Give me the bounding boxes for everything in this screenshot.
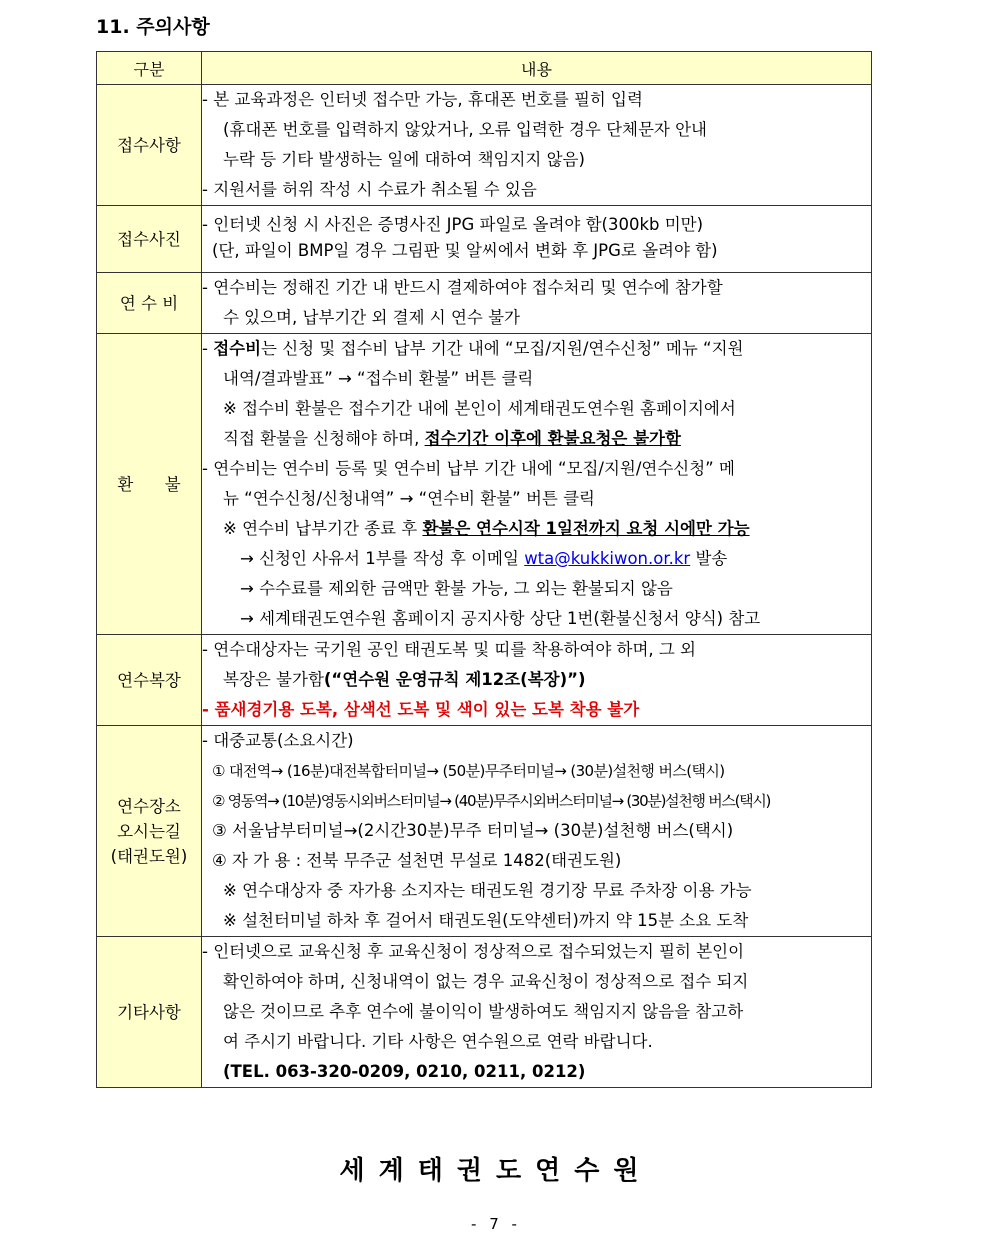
text-line: - 접수비는 신청 및 접수비 납부 기간 내에 “모집/지원/연수신청” 메뉴 “지원 — [202, 339, 744, 358]
text-line: → 수수료를 제외한 금액만 환불 가능, 그 외는 환불되지 않음 — [240, 579, 673, 598]
text-line: 누락 등 기타 발생하는 일에 대하여 책임지지 않음) — [223, 150, 585, 169]
row-uniform — [97, 635, 872, 726]
text-line: - 연수비는 연수비 등록 및 연수비 납부 기간 내에 “모집/지원/연수신청” 메 — [202, 459, 735, 478]
email-link[interactable]: wta@kukkiwon.or.kr — [524, 549, 691, 568]
row-photo — [97, 206, 872, 273]
text-line: (휴대폰 번호를 입력하지 않았거나, 오류 입력한 경우 단체문자 안내 — [223, 120, 707, 139]
route-line: ② 영동역→ (10분)영동시외버스터미널→ (40분)무주시외버스터미널→ (30분)설천행 버스(택시) — [212, 792, 771, 810]
content-refund — [202, 334, 872, 635]
section-title: 11. 주의사항 — [96, 16, 210, 38]
text-line: ※ 연수비 납부기간 종료 후 환불은 연수시작 1일전까지 요청 시에만 가능 — [223, 519, 750, 538]
text-line: - 대중교통(소요시간) — [202, 731, 354, 750]
category-reception: 접수사항 — [97, 85, 202, 206]
row-location — [97, 726, 872, 937]
text-line: - 연수대상자는 국기원 공인 태권도복 및 띠를 착용하여야 하며, 그 외 — [202, 640, 697, 659]
table-header-row — [97, 52, 872, 85]
row-other — [97, 937, 872, 1088]
text-line: - 연수비는 정해진 기간 내 반드시 결제하여야 접수처리 및 연수에 참가할 — [202, 278, 723, 297]
text-line: 복장은 불가함(“연수원 운영규칙 제12조(복장)”) — [223, 670, 586, 689]
content-photo — [202, 206, 872, 273]
underlined-notice: 접수기간 이후에 환불요청은 불가함 — [424, 429, 681, 448]
underlined-notice: 환불은 연수시작 1일전까지 요청 시에만 가능 — [422, 519, 750, 538]
bold-text: 접수비 — [213, 339, 262, 358]
content-fee — [202, 273, 872, 334]
header-category: 구분 — [97, 52, 202, 85]
page-number: - 7 - — [471, 1215, 521, 1233]
text-line: 확인하여야 하며, 신청내역이 없는 경우 교육신청이 정상적으로 접수 되지 — [223, 972, 749, 991]
warning-text: - 품새경기용 도복, 삼색선 도복 및 색이 있는 도복 착용 불가 — [202, 700, 640, 719]
text-line: ※ 연수대상자 중 자가용 소지자는 태권도원 경기장 무료 주차장 이용 가능 — [223, 881, 752, 900]
bold-text: (“연수원 운영규칙 제12조(복장)”) — [323, 670, 586, 689]
category-fee: 연 수 비 — [97, 273, 202, 334]
content-uniform — [202, 635, 872, 726]
text-line: 여 주시기 바랍니다. 기타 사항은 연수원으로 연락 바랍니다. — [223, 1032, 653, 1051]
category-refund: 환 불 — [97, 334, 202, 635]
category-location: 연수장소 오시는길 (태권도원) — [97, 726, 202, 937]
content-other — [202, 937, 872, 1088]
text-line: 직접 환불을 신청해야 하며, 접수기간 이후에 환불요청은 불가함 — [223, 429, 681, 448]
row-reception — [97, 85, 872, 206]
text-line: - 인터넷 신청 시 사진은 증명사진 JPG 파일로 올려야 함(300kb 미만) — [202, 215, 704, 234]
route-line: ① 대전역→ (16분)대전복합터미널→ (50분)무주터미널→ (30분)설천행 버스(택시) — [212, 762, 725, 780]
route-line: ④ 자 가 용 : 전북 무주군 설천면 무설로 1482(태권도원) — [212, 851, 622, 870]
text-line: → 세계태권도연수원 홈페이지 공지사항 상단 1번(환불신청서 양식) 참고 — [240, 609, 761, 628]
text-line: 뉴 “연수신청/신청내역” → “연수비 환불” 버튼 클릭 — [223, 489, 595, 508]
text-line: - 인터넷으로 교육신청 후 교육신청이 정상적으로 접수되었는지 필히 본인이 — [202, 942, 745, 961]
header-content: 내용 — [202, 52, 872, 85]
row-refund — [97, 334, 872, 635]
route-line: ③ 서울남부터미널→(2시간30분)무주 터미널→ (30분)설천행 버스(택시) — [212, 821, 734, 840]
category-photo: 접수사진 — [97, 206, 202, 273]
text-line: → 신청인 사유서 1부를 작성 후 이메일 wta@kukkiwon.or.kr 발송 — [240, 549, 728, 568]
text-line: 내역/결과발표” → “접수비 환불” 버튼 클릭 — [223, 369, 534, 388]
category-uniform: 연수복장 — [97, 635, 202, 726]
organization-name: 세계태권도연수원 — [339, 1156, 653, 1186]
text-line: - 본 교육과정은 인터넷 접수만 가능, 휴대폰 번호를 필히 입력 — [202, 90, 643, 109]
row-fee — [97, 273, 872, 334]
text-line: ※ 접수비 환불은 접수기간 내에 본인이 세계태권도연수원 홈페이지에서 — [223, 399, 736, 418]
text-line: (단, 파일이 BMP일 경우 그림판 및 알씨에서 변화 후 JPG로 올려야 함) — [212, 241, 718, 260]
notice-table — [96, 51, 872, 1088]
phone-numbers: (TEL. 063-320-0209, 0210, 0211, 0212) — [223, 1062, 586, 1081]
category-other: 기타사항 — [97, 937, 202, 1088]
text-line: - 지원서를 허위 작성 시 수료가 취소될 수 있음 — [202, 180, 537, 199]
text-line: 수 있으며, 납부기간 외 결제 시 연수 불가 — [223, 308, 520, 327]
content-location — [202, 726, 872, 937]
content-reception — [202, 85, 872, 206]
text-line: ※ 설천터미널 하차 후 걸어서 태권도원(도약센터)까지 약 15분 소요 도착 — [223, 911, 749, 930]
text-line: 않은 것이므로 추후 연수에 불이익이 발생하여도 책임지지 않음을 참고하 — [223, 1002, 744, 1021]
